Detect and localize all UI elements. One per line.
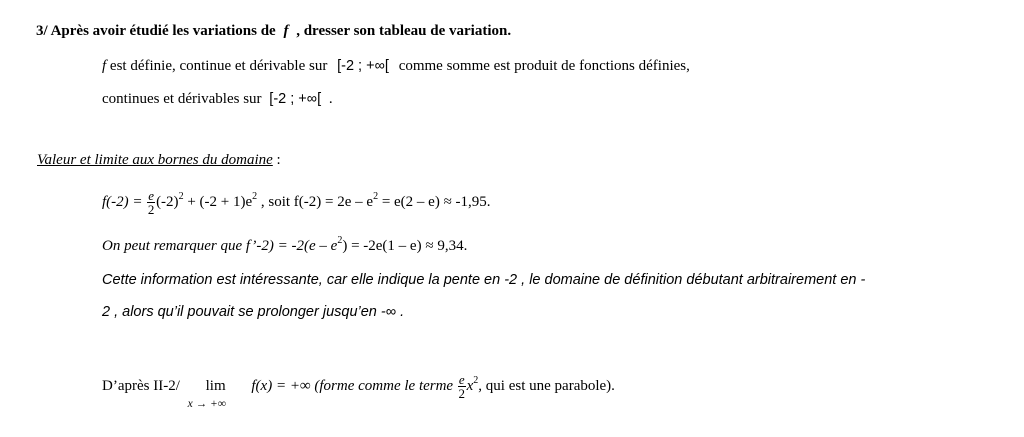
limit-frac-den: 2 [458, 386, 465, 401]
remark-text-a: On peut remarquer que f’-2) = -2(e – e [102, 238, 338, 254]
eq1-frac-num: e [148, 188, 155, 203]
heading-function-symbol: f [283, 23, 289, 39]
subtitle-colon: : [272, 152, 281, 168]
eq1-term-2: + (-2 + 1)e [183, 193, 253, 210]
intro-text-b: comme somme est produit de fonctions définies, [398, 58, 690, 74]
eq1-fraction [147, 189, 155, 216]
eq1-term-3-exp: 2 [373, 190, 379, 202]
heading-tail: , dresser son tableau de variation. [296, 23, 512, 39]
eq1-term-3: , soit f(-2) = 2e – e [257, 193, 374, 210]
limit-lim: lim [205, 377, 226, 394]
limit-fraction [458, 373, 466, 400]
heading-text: 3/ Après avoir étudié les variations de [36, 23, 276, 39]
limit-prefix: D’après II-2/ [102, 377, 184, 394]
eq1-lhs: f(-2) = [102, 193, 147, 210]
intro-text-c: continues et dérivables sur [102, 91, 262, 107]
limit-x-exp: 2 [473, 374, 479, 386]
limit-operator [184, 376, 248, 410]
remark-text-b: ) = -2e(1 – e) ≈ 9,34. [342, 238, 468, 254]
equation-f-minus-2 [102, 189, 491, 216]
eq1-term-1-exp: 2 [178, 190, 184, 202]
eq1-frac-den: 2 [147, 202, 155, 217]
intro-line-2 [102, 89, 333, 109]
remark-line-3: 2 , alors qu’il pouvait se prolonger jusqu’en -∞ . [102, 304, 405, 320]
eq1-term-1: (-2) [156, 193, 179, 210]
intro-period: . [328, 91, 333, 107]
eq1-term-2-exp: 2 [252, 190, 258, 202]
section-heading [36, 21, 511, 41]
subtitle-text: Valeur et limite aux bornes du domaine [37, 152, 273, 168]
intro-interval: [-2 ; +∞[ [337, 58, 389, 74]
limit-subscript: x → +∞ [187, 397, 226, 410]
remark-line-2: Cette information est intéressante, car elle indique la pente en -2 , le domaine de définition débutant arbitrairement en - [102, 272, 866, 288]
limit-line [102, 372, 615, 410]
remark-line-1 [102, 236, 467, 256]
limit-x: x [466, 377, 474, 394]
limit-tail: , qui est une parabole). [478, 377, 615, 394]
eq1-term-4: = e(2 – e) ≈ -1,95. [378, 193, 491, 210]
intro-function-symbol: f [102, 58, 107, 74]
remark-exp: 2 [337, 235, 343, 246]
limit-frac-num: e [458, 372, 465, 387]
intro-line-1 [102, 56, 690, 76]
intro-text-a: est définie, continue et dérivable sur [109, 58, 328, 74]
limit-fx: f(x) = +∞ (forme comme le terme [251, 377, 457, 394]
intro-interval-2: [-2 ; +∞[ [269, 91, 322, 107]
subtitle [37, 150, 281, 170]
